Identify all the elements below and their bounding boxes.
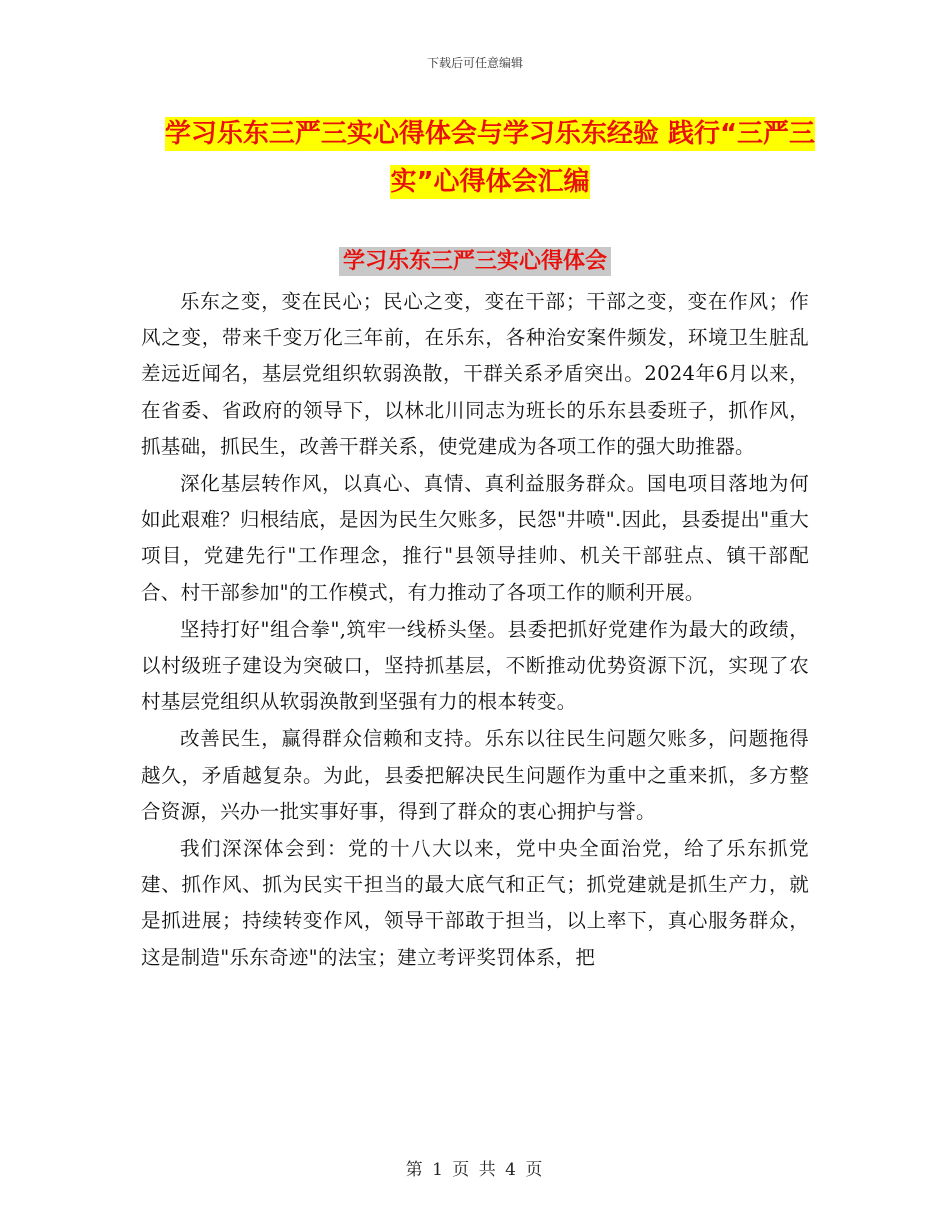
section-title (0, 246, 950, 278)
paragraph-5: 我们深深体会到：党的十八大以来，党中央全面治党，给了乐东抓党建、抓作风、抓为民实干担当的最大底气和正气；抓党建就是抓生产力，就是抓进展；持续转变作风，领导干部敢于担当，以上率下，真心服务群众，这是制造"乐东奇迹"的法宝；建立考评奖罚体系，把 (141, 837, 809, 969)
section-title-text: 学习乐东三严三实心得体会 (339, 247, 611, 276)
document-body (141, 284, 809, 977)
document-title-text: 学习乐东三严三实心得体会与学习乐东经验 践行“三严三实”心得体会汇编 (164, 119, 816, 197)
paragraph-2: 深化基层转作风，以真心、真情、真利益服务群众。国电项目落地为何如此艰难？归根结底，是因为民生欠账多，民怨"井喷".因此，县委提出"重大项目，党建先行"工作理念，推行"县领导挂帅、机关干部驻点、镇干部配合、村干部参加"的工作模式，有力推动了各项工作的顺利开展。 (141, 472, 809, 604)
document-title (160, 110, 820, 206)
paragraph-3: 坚持打好"组合拳",筑牢一线桥头堡。县委把抓好党建作为最大的政绩，以村级班子建设为突破口，坚持抓基层，不断推动优势资源下沉，实现了农村基层党组织从软弱涣散到坚强有力的根本转变。 (141, 617, 809, 714)
header-note: 下载后可任意编辑 (426, 56, 523, 70)
paragraph-1: 乐东之变，变在民心；民心之变，变在干部；干部之变，变在作风；作风之变，带来千变万化三年前，在乐东，各种治安案件频发，环境卫生脏乱差远近闻名，基层党组织软弱涣散，干群关系矛盾突出。2024年6月以来，在省委、省政府的领导下，以林北川同志为班长的乐东县委班子，抓作风，抓基础，抓民生，改善干群关系，使党建成为各项工作的强大助推器。 (141, 290, 809, 458)
page-footer: 第 1 页 共 4 页 (405, 1160, 545, 1180)
paragraph-4: 改善民生，赢得群众信赖和支持。乐东以往民生问题欠账多，问题拖得越久，矛盾越复杂。为此，县委把解决民生问题作为重中之重来抓，多方整合资源，兴办一批实事好事，得到了群众的衷心拥护与誉。 (141, 727, 809, 823)
